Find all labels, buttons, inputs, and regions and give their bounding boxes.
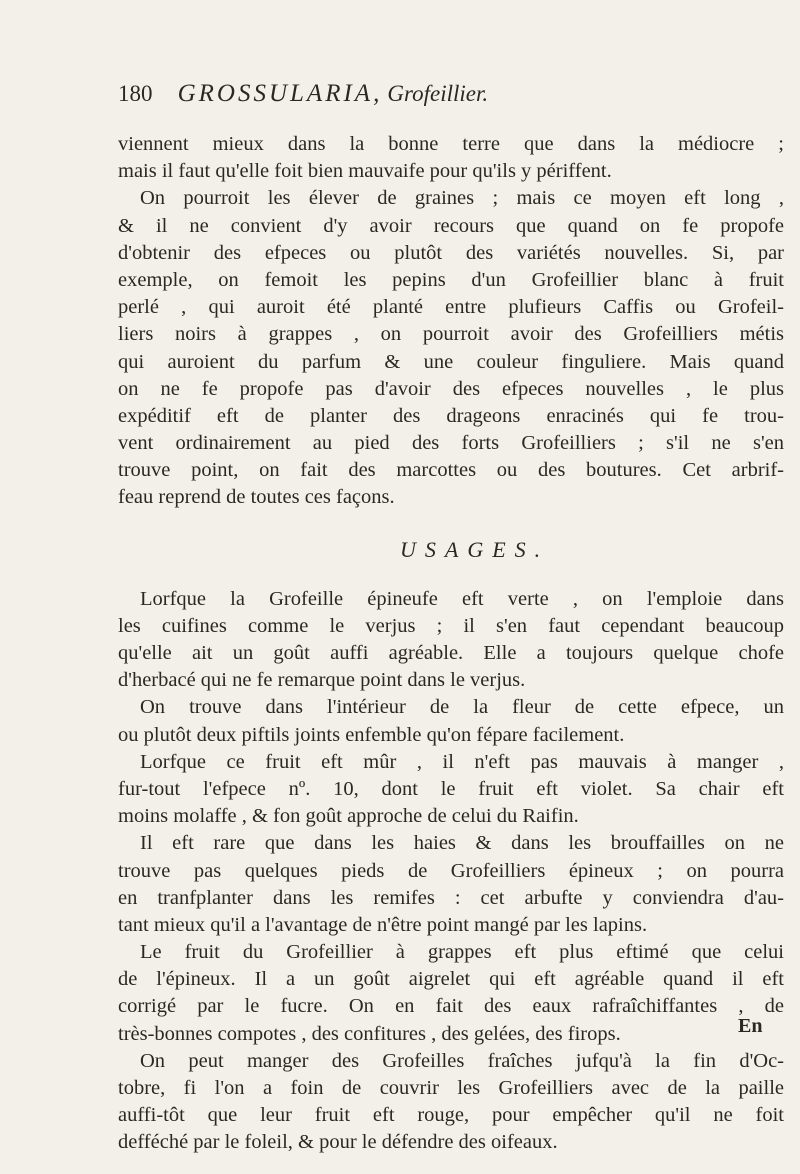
text-line: viennent mieux dans la bonne terre que dans la médiocre ;	[118, 133, 784, 155]
paragraph	[118, 185, 784, 511]
text-line: On pourroit les élever de graines ; mais ce moyen eft long ,	[140, 187, 784, 210]
running-title: GROSSULARIA,	[177, 80, 383, 107]
text-line: moins molaffe , & fon goût approche de celui du Raifin.	[118, 805, 579, 828]
text-line: vent ordinairement au pied des forts Grofeilliers ; s'il ne s'en	[118, 432, 784, 455]
text-line: Lorfque ce fruit eft mûr , il n'eft pas mauvais à manger ,	[140, 750, 784, 773]
text-line: liers noirs à grappes , on pourroit avoir des Grofeilliers métis	[118, 323, 784, 346]
text-line: feau reprend de toutes ces façons.	[118, 486, 395, 509]
text-line: qui auroient du parfum & une couleur finguliere. Mais quand	[118, 350, 784, 373]
page-body	[118, 131, 784, 1157]
paragraph	[118, 1048, 784, 1157]
paragraph	[118, 749, 784, 831]
paragraph	[118, 939, 784, 1048]
usages-text	[118, 586, 784, 1157]
text-line: perlé , qui auroit été planté entre plufieurs Caffis ou Grofeil-	[118, 296, 784, 319]
running-header	[118, 80, 488, 108]
text-line: auffi-tôt que leur fruit eft rouge, pour empêcher qu'il ne foit	[118, 1104, 784, 1127]
paragraph	[118, 586, 784, 695]
text-line: de l'épineux. Il a un goût aigrelet qui eft agréable quand il eft	[118, 968, 784, 991]
running-subtitle: Grofeillier.	[387, 81, 489, 106]
text-line: très-bonnes compotes , des confitures , des gelées, des firops.	[118, 1022, 621, 1045]
text-line: Le fruit du Grofeillier à grappes eft plus eftimé que celui	[140, 941, 784, 964]
text-line: On peut manger des Grofeilles fraîches jufqu'à la fin d'Oc-	[140, 1049, 784, 1072]
text-line: trouve pas quelques pieds de Grofeilliers épineux ; on pourra	[118, 859, 784, 882]
text-line: defféché par le foleil, & pour le défendre des oifeaux.	[118, 1131, 558, 1154]
text-line: trouve point, on fait des marcottes ou des boutures. Cet arbrif-	[118, 459, 784, 482]
text-line: corrigé par le fucre. On en fait des eaux rafraîchiffantes , de	[118, 995, 784, 1018]
cultivation-text	[118, 131, 784, 512]
text-line: Lorfque la Grofeille épineufe eft verte , on l'emploie dans	[140, 587, 784, 610]
text-line: ou plutôt deux piftils joints enfemble qu'on fépare facilement.	[118, 723, 625, 746]
text-line: mais il faut qu'elle foit bien mauvaife pour qu'ils y périffent.	[118, 160, 612, 183]
text-line: d'obtenir des efpeces ou plutôt des variétés nouvelles. Si, par	[118, 241, 784, 264]
text-line: fur-tout l'efpece nº. 10, dont le fruit eft violet. Sa chair eft	[118, 777, 784, 800]
paragraph	[118, 131, 784, 185]
text-line: d'herbacé qui ne fe remarque point dans le verjus.	[118, 669, 526, 692]
text-line: expéditif eft de planter des drageons enracinés qui fe trou-	[118, 404, 784, 427]
text-line: Il eft rare que dans les haies & dans les brouffailles on ne	[140, 832, 784, 855]
text-line: les cuifines comme le verjus ; il s'en faut cependant beaucoup	[118, 614, 784, 637]
text-line: exemple, on femoit les pepins d'un Grofeillier blanc à fruit	[118, 268, 784, 291]
paragraph	[118, 694, 784, 748]
text-line: & il ne convient d'y avoir recours que quand on fe propofe	[118, 214, 784, 237]
text-line: qu'elle ait un goût auffi agréable. Elle a toujours quelque chofe	[118, 642, 784, 664]
text-line: on ne fe propofe pas d'avoir des efpeces nouvelles , le plus	[118, 377, 784, 400]
page-number: 180	[118, 81, 153, 106]
text-line: tobre, fi l'on a foin de couvrir les Grofeilliers avec de la paille	[118, 1077, 784, 1099]
section-heading: USAGES.	[400, 536, 550, 562]
text-line: On trouve dans l'intérieur de la fleur de cette efpece, un	[140, 696, 784, 719]
paragraph	[118, 830, 784, 939]
catchword: En	[738, 1015, 763, 1037]
text-line: en tranfplanter dans les remifes : cet arbufte y conviendra d'au-	[118, 886, 784, 909]
text-line: tant mieux qu'il a l'avantage de n'être point mangé par les lapins.	[118, 913, 648, 936]
